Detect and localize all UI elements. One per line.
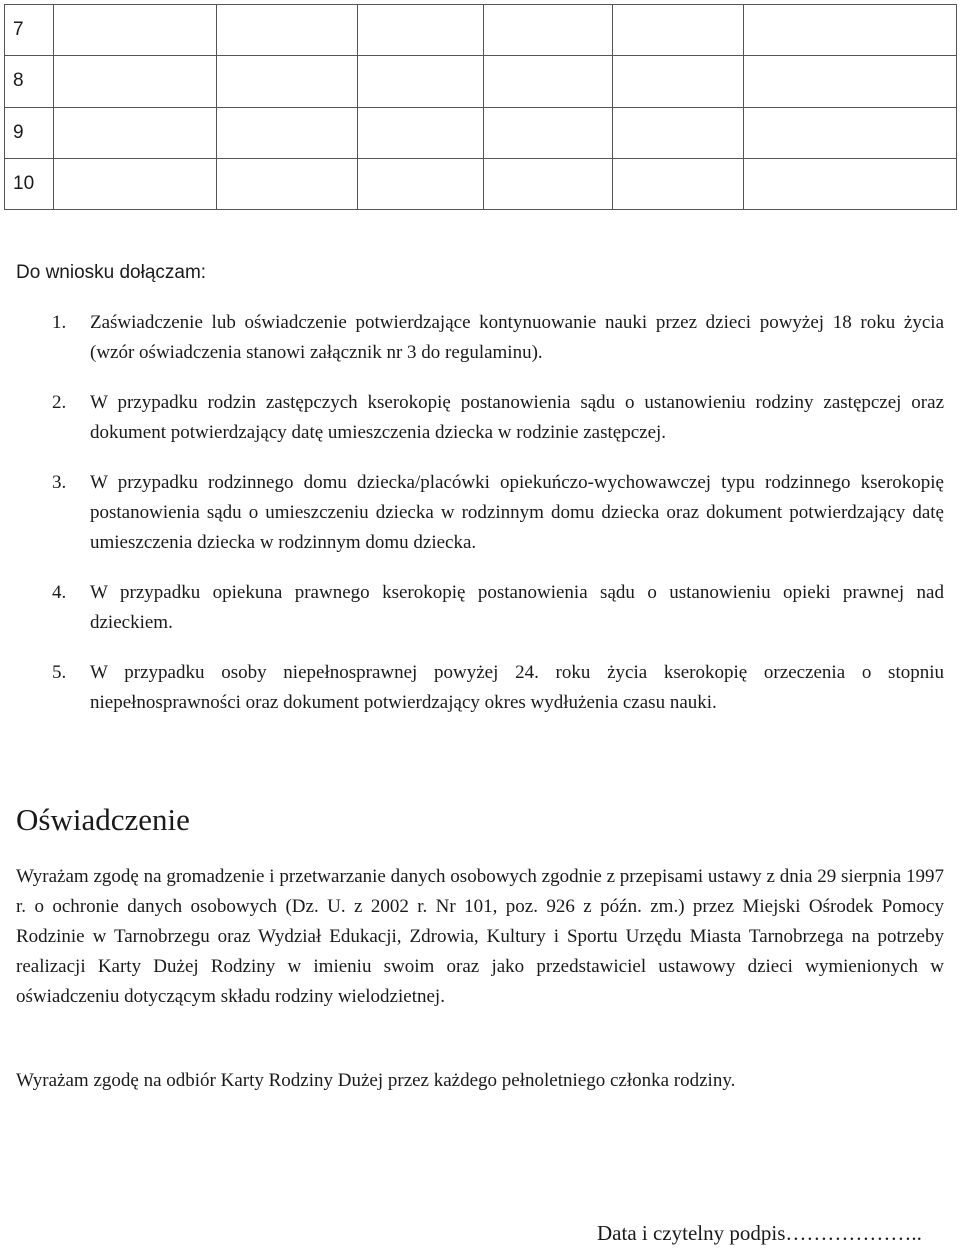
table-cell[interactable] xyxy=(217,5,358,56)
table-cell[interactable] xyxy=(217,107,358,158)
table-cell[interactable] xyxy=(484,107,613,158)
table-cell[interactable] xyxy=(744,158,957,209)
table-cell[interactable] xyxy=(358,56,484,107)
row-number: 7 xyxy=(5,5,54,56)
table-cell[interactable] xyxy=(54,5,217,56)
table-row xyxy=(5,107,957,158)
table-cell[interactable] xyxy=(613,5,744,56)
card-pickup-consent: Wyrażam zgodę na odbiór Karty Rodziny Dużej przez każdego pełnoletniego członka rodziny. xyxy=(16,1070,736,1091)
attachments-list xyxy=(16,308,944,738)
table-cell[interactable] xyxy=(217,158,358,209)
table-cell[interactable] xyxy=(54,158,217,209)
list-item xyxy=(16,578,944,638)
table-cell[interactable] xyxy=(744,56,957,107)
table-cell[interactable] xyxy=(484,5,613,56)
row-number: 8 xyxy=(5,56,54,107)
table-row xyxy=(5,56,957,107)
list-item xyxy=(16,658,944,718)
signature-line: Data i czytelny podpis……………….. xyxy=(597,1221,922,1245)
table-row xyxy=(5,158,957,209)
list-item-text: Zaświadczenie lub oświadczenie potwierdzające kontynuowanie nauki przez dzieci powyżej 18 roku życia (wzór oświadczenia stanowi załącznik nr 3 do regulaminu). xyxy=(90,312,944,363)
family-members-table xyxy=(4,4,957,210)
table-cell[interactable] xyxy=(484,56,613,107)
table-cell[interactable] xyxy=(54,107,217,158)
table-cell[interactable] xyxy=(217,56,358,107)
attachments-intro: Do wniosku dołączam: xyxy=(16,262,207,283)
list-item xyxy=(16,468,944,558)
list-item xyxy=(16,388,944,448)
table-cell[interactable] xyxy=(358,5,484,56)
table-cell[interactable] xyxy=(613,56,744,107)
table-cell[interactable] xyxy=(484,158,613,209)
list-item-text: W przypadku osoby niepełnosprawnej powyżej 24. roku życia kserokopię orzeczenia o stopniu niepełnosprawności oraz dokument potwierdzający okres wydłużenia czasu nauki. xyxy=(90,662,944,713)
list-item-number: 4. xyxy=(52,582,67,603)
list-item xyxy=(16,308,944,368)
row-number: 9 xyxy=(5,107,54,158)
list-item-number: 2. xyxy=(52,392,67,413)
list-item-text: W przypadku opiekuna prawnego kserokopię postanowienia sądu o ustanowieniu opieki prawnej nad dzieckiem. xyxy=(90,582,944,633)
table-cell[interactable] xyxy=(358,107,484,158)
table-cell[interactable] xyxy=(744,5,957,56)
table-cell[interactable] xyxy=(54,56,217,107)
table-cell[interactable] xyxy=(744,107,957,158)
row-number: 10 xyxy=(5,158,54,209)
declaration-heading: Oświadczenie xyxy=(16,802,190,837)
table-cell[interactable] xyxy=(613,107,744,158)
list-item-number: 1. xyxy=(52,312,67,333)
table-row xyxy=(5,5,957,56)
table-cell[interactable] xyxy=(358,158,484,209)
list-item-number: 3. xyxy=(52,472,67,493)
consent-paragraph: Wyrażam zgodę na gromadzenie i przetwarzanie danych osobowych zgodnie z przepisami ustawy z dnia 29 sierpnia 1997 r. o ochronie danych osobowych (Dz. U. z 2002 r. Nr 101, poz. 926 z późn. zm.) przez Miejski Ośrodek Pomocy Rodzinie w Tarnobrzegu oraz Wydział Edukacji, Zdrowia, Kultury i Sportu Urzędu Miasta Tarnobrzega na potrzeby realizacji Karty Dużej Rodziny w imieniu swoim oraz jako przedstawiciel ustawowy dzieci wymienionych w oświadczeniu dotyczącym składu rodziny wielodzietnej. xyxy=(16,866,944,1007)
list-item-text: W przypadku rodzin zastępczych kserokopię postanowienia sądu o ustanowieniu rodziny zastępczej oraz dokument potwierdzający datę umieszczenia dziecka w rodzinie zastępczej. xyxy=(90,392,944,443)
list-item-number: 5. xyxy=(52,662,67,683)
table-cell[interactable] xyxy=(613,158,744,209)
list-item-text: W przypadku rodzinnego domu dziecka/placówki opiekuńczo-wychowawczej typu rodzinnego kserokopię postanowienia sądu o umieszczeniu dziecka w rodzinnym domu dziecka oraz dokument potwierdzający datę umieszczenia dziecka w rodzinnym domu dziecka. xyxy=(90,472,944,553)
